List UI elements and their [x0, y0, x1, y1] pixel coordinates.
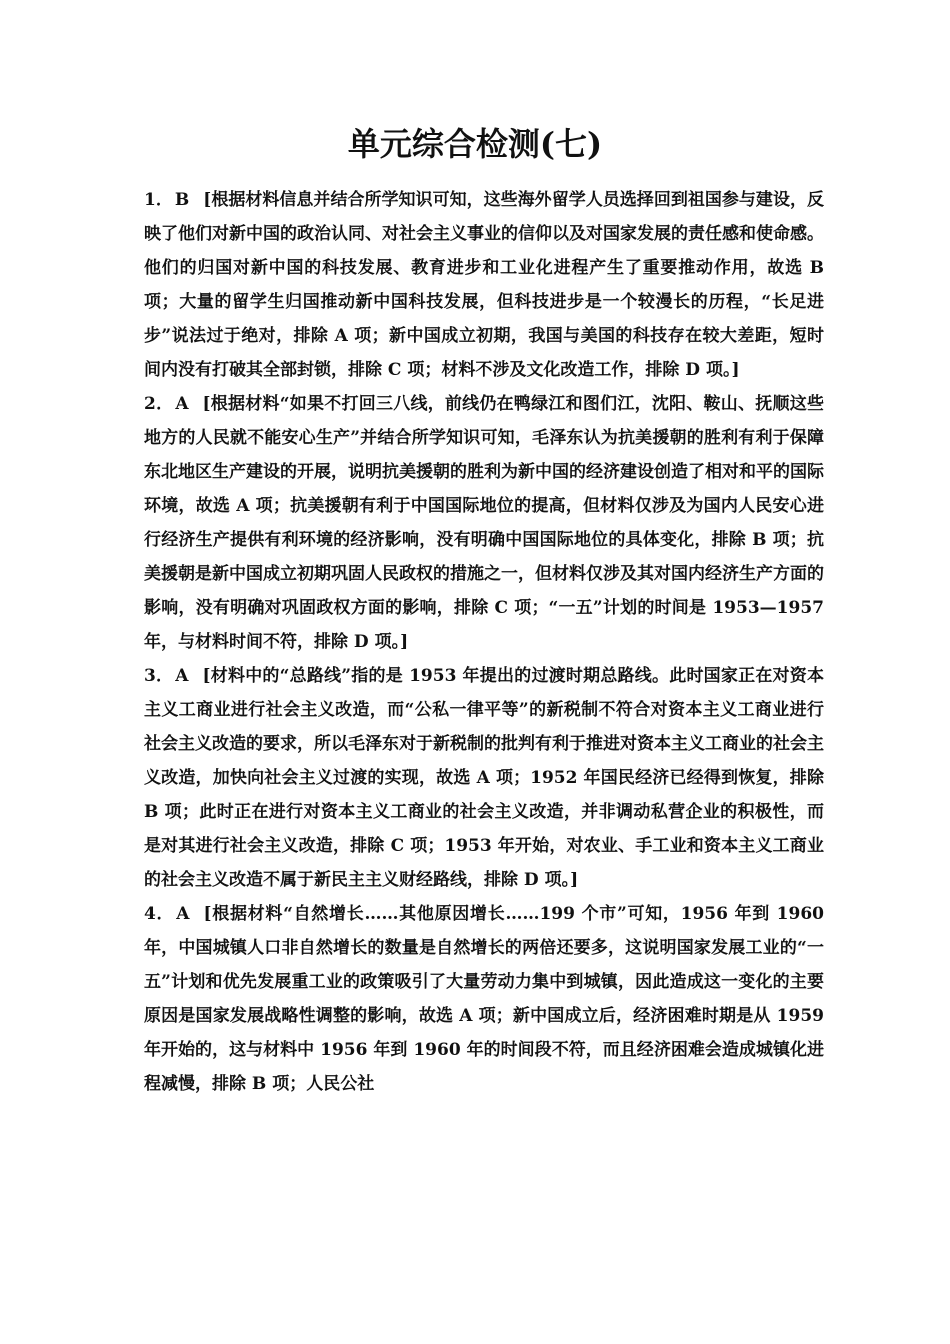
answer-item-1	[144, 183, 824, 387]
answer-item-3	[144, 659, 824, 897]
answer-choice: B	[174, 190, 190, 210]
answer-explanation: [材料中的“总路线”指的是 1953 年提出的过渡时期总路线。此时国家正在对资本主义工商业进行社会主义改造，而“公私一律平等”的新税制不符合对资本主义工商业进行社会主义改造的要求，所以毛泽东对于新税制的批判有利于推进对资本主义工商业的社会主义改造，加快向社会主义过渡的实现，故选 A 项；1952 年国民经济已经得到恢复，排除 B 项；此时正在进行对资本主义工商业的社会主义改造，并非调动私营企业的积极性，而是对其进行社会主义改造，排除 C 项；1953 年开始，对农业、手工业和资本主义工商业的社会主义改造不属于新民主主义财经路线，排除 D 项。]	[144, 666, 824, 890]
answer-number: 3．	[144, 666, 174, 686]
answer-choice: A	[176, 904, 190, 924]
answer-explanation: [根据材料“自然增长……其他原因增长……199 个市”可知，1956 年到 1960 年，中国城镇人口非自然增长的数量是自然增长的两倍还要多，这说明国家发展工业的“一五”计划和优先发展重工业的政策吸引了大量劳动力集中到城镇，因此造成这一变化的主要原因是国家发展战略性调整的影响，故选 A 项；新中国成立后，经济困难时期是从 1959 年开始的，这与材料中 1956 年到 1960 年的时间段不符，而且经济困难会造成城镇化进程减慢，排除 B 项；人民公社	[144, 904, 824, 1094]
answer-number: 1．	[144, 190, 173, 210]
answer-number: 4．	[144, 904, 175, 924]
answer-explanation: [根据材料信息并结合所学知识可知，这些海外留学人员选择回到祖国参与建设，反映了他们对新中国的政治认同、对社会主义事业的信仰以及对国家发展的责任感和使命感。他们的归国对新中国的科技发展、教育进步和工业化进程产生了重要推动作用，故选 B 项；大量的留学生归国推动新中国科技发展，但科技进步是一个较漫长的历程，“长足进步”说法过于绝对，排除 A 项；新中国成立初期，我国与美国的科技存在较大差距，短时间内没有打破其全部封锁，排除 C 项；材料不涉及文化改造工作，排除 D 项。]	[144, 190, 824, 380]
answer-number: 2．	[144, 394, 174, 414]
answer-explanation: [根据材料“如果不打回三八线，前线仍在鸭绿江和图们江，沈阳、鞍山、抚顺这些地方的人民就不能安心生产”并结合所学知识可知，毛泽东认为抗美援朝的胜利有利于保障东北地区生产建设的开展，说明抗美援朝的胜利为新中国的经济建设创造了相对和平的国际环境，故选 A 项；抗美援朝有利于中国国际地位的提高，但材料仅涉及为国内人民安心进行经济生产提供有利环境的经济影响，没有明确中国国际地位的具体变化，排除 B 项；抗美援朝是新中国成立初期巩固人民政权的措施之一，但材料仅涉及其对国内经济生产方面的影响，没有明确对巩固政权方面的影响，排除 C 项；“一五”计划的时间是 1953—1957 年，与材料时间不符，排除 D 项。]	[144, 394, 824, 652]
answer-item-4	[144, 897, 824, 1101]
answer-choice: A	[175, 394, 189, 414]
answer-item-2	[144, 387, 824, 659]
answer-list	[144, 183, 824, 1101]
page-title: 单元综合检测(七)	[347, 125, 603, 163]
answer-choice: A	[175, 666, 189, 686]
